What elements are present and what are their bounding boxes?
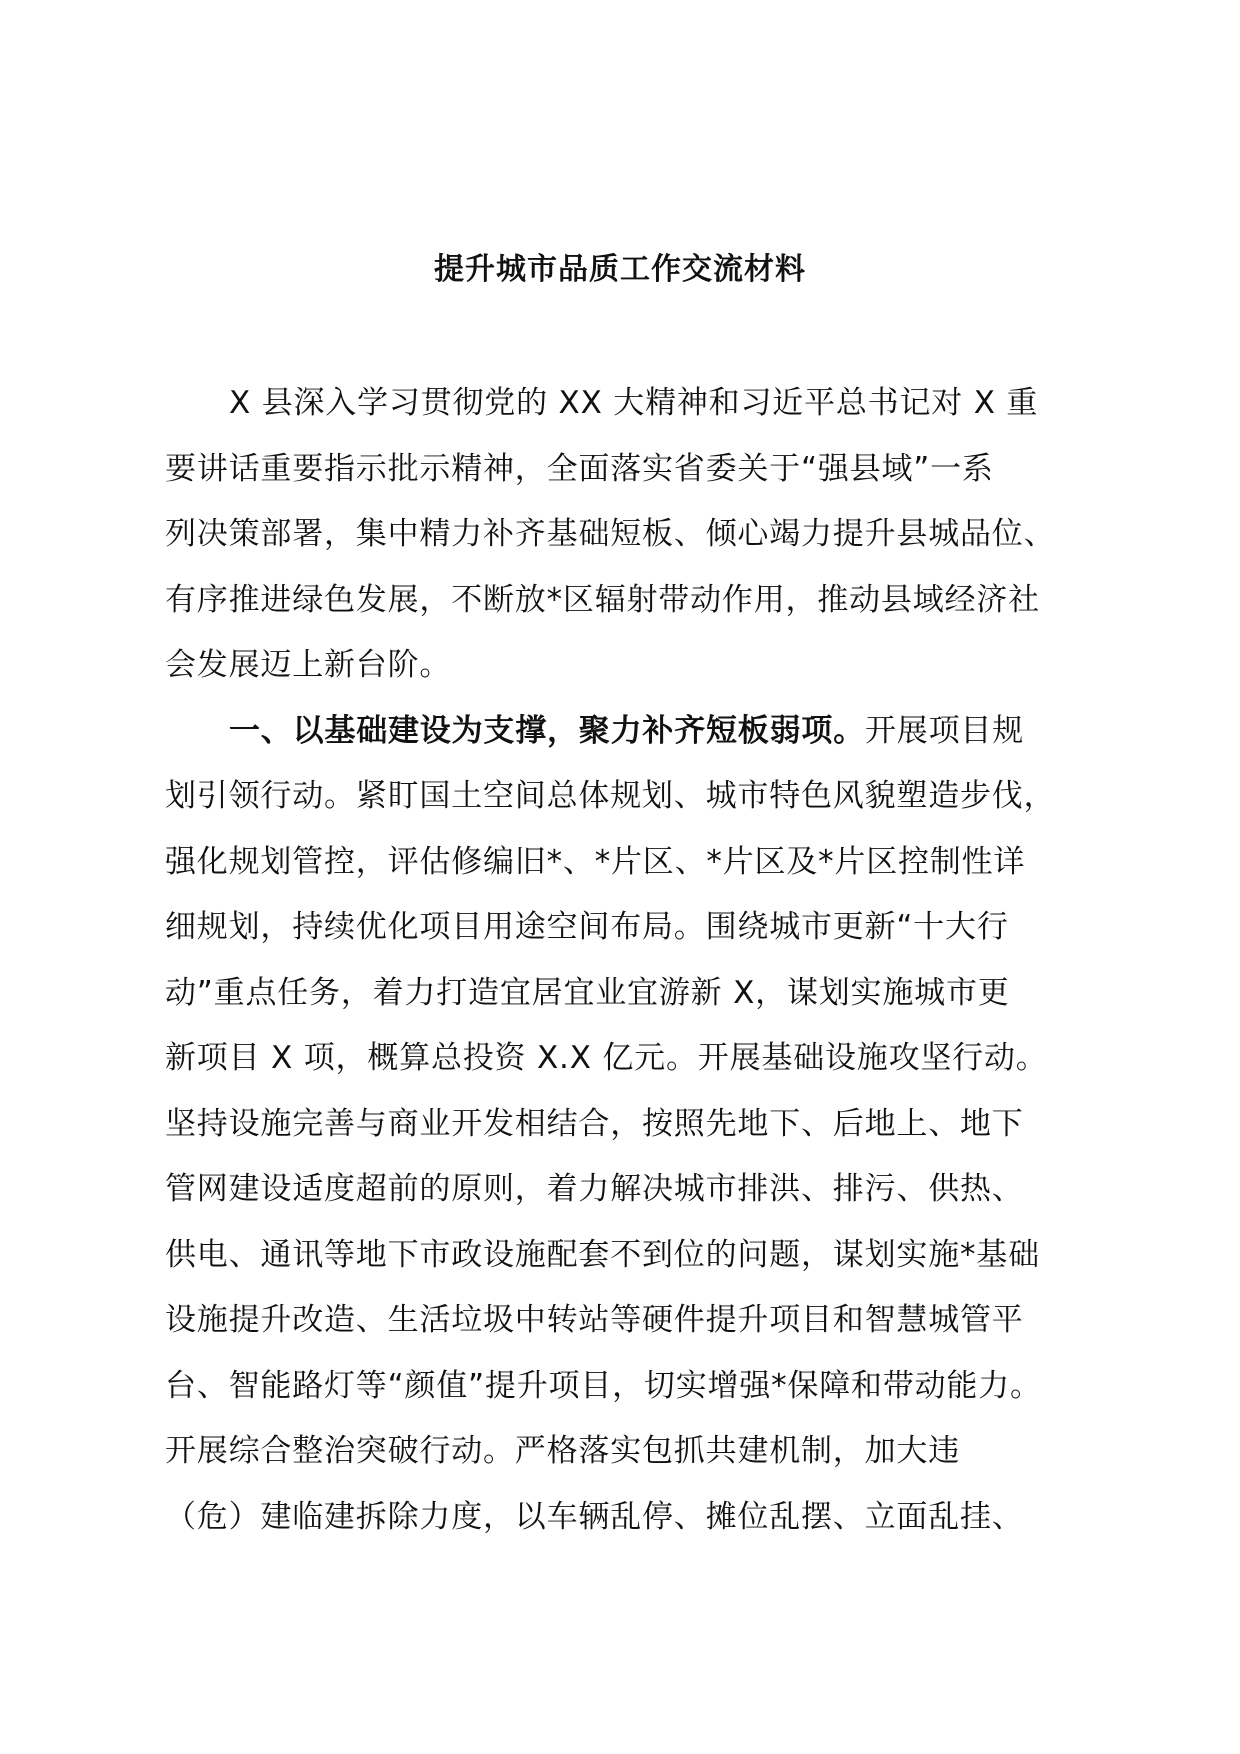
paragraph-intro [165, 371, 1095, 699]
text-line: 细规划，持续优化项目用途空间布局。围绕城市更新“十大行 [165, 909, 1009, 945]
text-line: 强化规划管控，评估修编旧*、*片区、*片区及*片区控制性详 [165, 843, 1026, 880]
paragraph-section-one [165, 699, 1095, 1551]
text-line: 会发展迈上新台阶。 [165, 647, 452, 683]
text-line: 新项目 X 项，概算总投资 X.X 亿元。开展基础设施攻坚行动。 [165, 1040, 1048, 1076]
text-line: 动”重点任务，着力打造宜居宜业宜游新 X，谋划实施城市更 [165, 974, 1010, 1011]
section-first-line [165, 699, 1095, 765]
text-line: 台、智能路灯等“颜值”提升项目，切实增强*保障和带动能力。 [165, 1367, 1042, 1404]
text-line: 列决策部署，集中精力补齐基础短板、倾心竭力提升县城品位、 [165, 516, 1056, 552]
text-line: 划引领行动。紧盯国土空间总体规划、城市特色风貌塑造步伐， [165, 778, 1056, 814]
text-line: 设施提升改造、生活垃圾中转站等硬件提升项目和智慧城管平 [165, 1302, 1024, 1338]
section-heading: 一、以基础建设为支撑，聚力补齐短板弱项。 [229, 712, 865, 749]
text-line: （危）建临建拆除力度，以车辆乱停、摊位乱摆、立面乱挂、 [165, 1498, 1024, 1535]
text-line: 要讲话重要指示批示精神，全面落实省委关于“强县域”一系 [165, 450, 994, 487]
text-line: X 县深入学习贯彻党的 XX 大精神和习近平总书记对 X 重 [229, 385, 1039, 421]
text-line: 开展综合整治突破行动。严格落实包抓共建机制，加大违 [165, 1433, 960, 1469]
section-heading-continuation: 开展项目规 [865, 712, 1024, 749]
text-line: 有序推进绿色发展，不断放*区辐射带动作用，推动县域经济社 [165, 581, 1040, 618]
text-line: 供电、通讯等地下市政设施配套不到位的问题，谋划实施*基础 [165, 1236, 1040, 1273]
page-title: 提升城市品质工作交流材料 [434, 252, 806, 287]
text-line: 管网建设适度超前的原则，着力解决城市排洪、排污、供热、 [165, 1171, 1024, 1207]
document-body [165, 371, 1095, 1550]
text-line: 坚持设施完善与商业开发相结合，按照先地下、后地上、地下 [165, 1105, 1024, 1142]
